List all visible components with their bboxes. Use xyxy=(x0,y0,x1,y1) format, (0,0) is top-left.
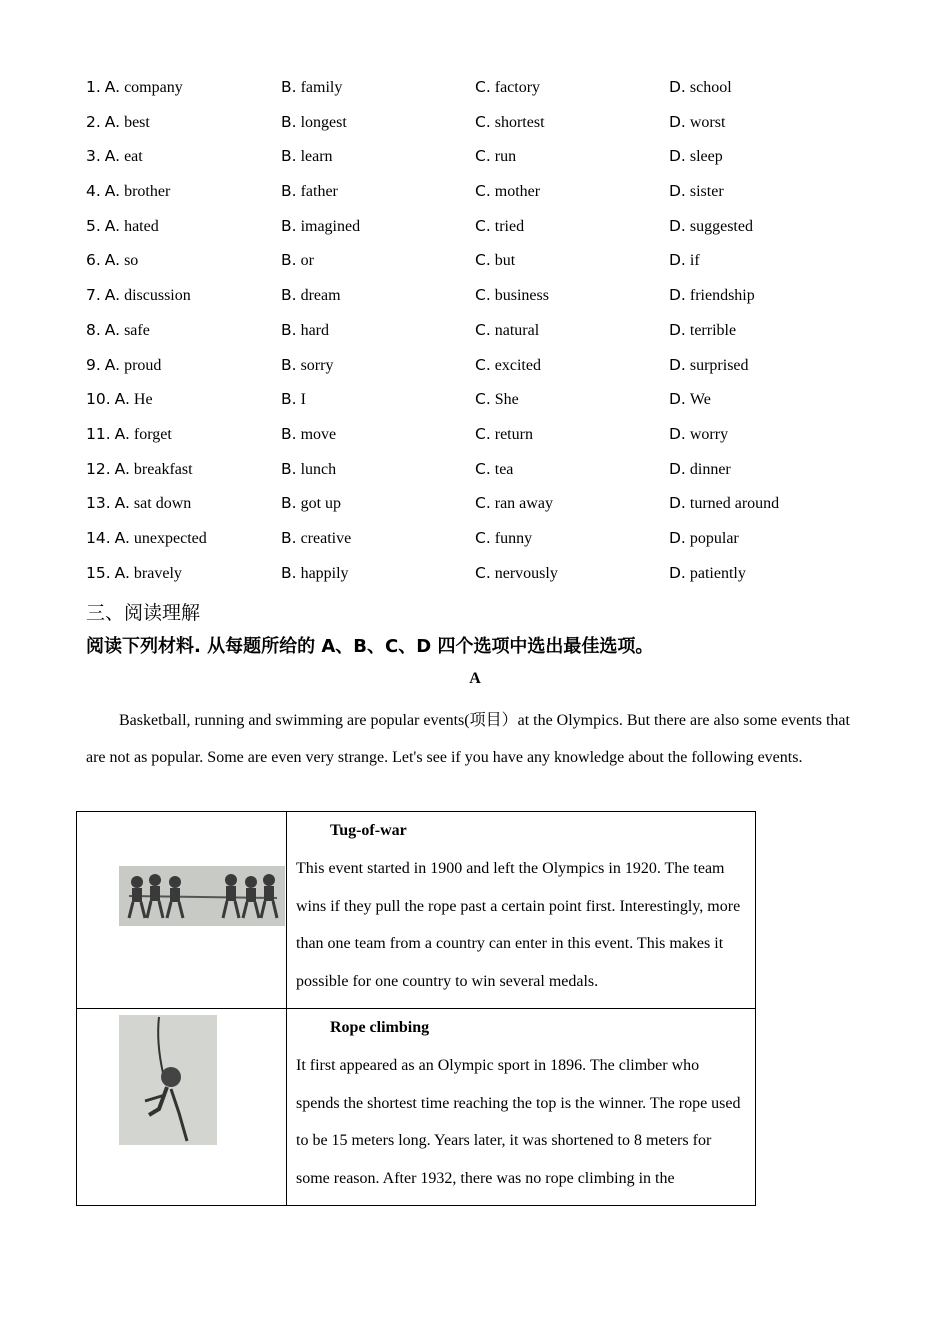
option-text: turned around xyxy=(689,495,780,513)
option-c xyxy=(475,356,541,375)
event-description: It first appeared as an Olympic sport in 1896. The climber who spends the shortest time reaching the top is the winner. The rope used to be 15 meters long. Years later, it was shortened to 8 meters for some reason. After 1932, there was no rope climbing in the xyxy=(296,1057,741,1187)
events-table xyxy=(76,811,756,1206)
option-text: She xyxy=(494,391,519,409)
option-letter: D. xyxy=(669,494,686,513)
option-text: forget xyxy=(133,425,172,443)
option-text: move xyxy=(300,425,337,443)
question-number: 14. xyxy=(86,528,111,547)
question-number: 12. xyxy=(86,459,111,478)
option-d xyxy=(669,390,711,409)
option-letter: A. xyxy=(114,390,130,409)
option-letter: B. xyxy=(281,390,297,409)
option-text: so xyxy=(124,252,139,270)
event-row-rope-climbing xyxy=(77,1009,756,1206)
question-row xyxy=(86,321,886,356)
option-c xyxy=(475,251,515,270)
option-letter: C. xyxy=(475,112,491,131)
option-b xyxy=(281,390,306,409)
option-a xyxy=(86,78,183,97)
option-letter: D. xyxy=(669,78,686,96)
option-b xyxy=(281,251,314,270)
option-letter: A. xyxy=(114,494,130,513)
question-row xyxy=(86,494,886,529)
event-image-cell xyxy=(77,1009,287,1206)
passage-intro: Basketball, running and swimming are popular events(项目）at the Olympics. But there are also some events that are not as popular. Some are even very strange. Let's see if you have any knowledge about the following events. xyxy=(86,712,850,766)
answer-options-list xyxy=(86,78,886,598)
option-letter: C. xyxy=(475,563,491,582)
option-d xyxy=(669,494,779,513)
option-letter: C. xyxy=(475,424,491,443)
option-a xyxy=(86,425,172,444)
question-row xyxy=(86,251,886,286)
option-letter: C. xyxy=(475,355,491,374)
question-number: 6. xyxy=(86,251,101,270)
option-text: I xyxy=(300,391,306,409)
question-number: 3. xyxy=(86,147,101,166)
option-letter: C. xyxy=(475,182,491,201)
option-text: longest xyxy=(300,113,347,131)
option-letter: B. xyxy=(281,424,297,443)
option-b xyxy=(281,425,336,444)
option-letter: B. xyxy=(281,182,297,201)
question-number: 5. xyxy=(86,216,101,235)
option-letter: D. xyxy=(669,390,686,409)
option-a xyxy=(86,251,138,270)
option-d xyxy=(669,425,728,444)
option-text: unexpected xyxy=(133,529,207,547)
option-c xyxy=(475,321,539,340)
option-text: sorry xyxy=(300,356,334,374)
option-text: father xyxy=(300,183,338,201)
event-text-cell xyxy=(287,1009,756,1206)
option-d xyxy=(669,78,732,97)
option-letter: D. xyxy=(669,424,686,443)
question-row xyxy=(86,286,886,321)
option-letter: B. xyxy=(281,112,297,131)
option-b xyxy=(281,494,341,513)
option-d xyxy=(669,529,739,548)
option-letter: A. xyxy=(104,216,121,235)
option-text: excited xyxy=(494,356,541,374)
option-b xyxy=(281,78,342,97)
option-text: terrible xyxy=(689,321,737,339)
option-letter: C. xyxy=(475,528,491,547)
option-d xyxy=(669,147,723,166)
option-text: family xyxy=(300,79,343,96)
option-a xyxy=(86,460,193,479)
option-b xyxy=(281,529,351,548)
option-text: popular xyxy=(689,529,739,547)
question-number: 1. xyxy=(86,78,101,96)
event-description: This event started in 1900 and left the Olympics in 1920. The team wins if they pull the rope past a certain point first. Interestingly, more than one team from a country can enter in this event. This makes it possible for one country to win several medals. xyxy=(296,860,741,990)
option-text: natural xyxy=(494,321,540,339)
option-letter: C. xyxy=(475,459,491,478)
option-b xyxy=(281,182,338,201)
option-text: or xyxy=(300,252,314,270)
option-text: dinner xyxy=(689,460,731,478)
question-row xyxy=(86,425,886,460)
option-text: dream xyxy=(300,287,341,305)
option-b xyxy=(281,286,341,305)
option-letter: D. xyxy=(669,147,686,166)
option-letter: A. xyxy=(104,251,121,270)
option-text: tea xyxy=(494,460,514,478)
option-letter: A. xyxy=(114,459,130,478)
tug-of-war-illustration xyxy=(119,866,285,926)
option-letter: C. xyxy=(475,320,491,339)
option-text: We xyxy=(689,391,711,409)
option-b xyxy=(281,321,329,340)
section-instruction: 阅读下列材料. 从每题所给的 A、B、C、D 四个选项中选出最佳选项。 xyxy=(86,636,654,657)
option-letter: C. xyxy=(475,147,491,166)
option-text: worst xyxy=(689,113,726,131)
option-letter: A. xyxy=(104,147,121,166)
event-row-tug-of-war xyxy=(77,812,756,1009)
option-text: if xyxy=(689,252,700,270)
option-text: patiently xyxy=(689,564,746,582)
option-letter: B. xyxy=(281,563,297,582)
option-b xyxy=(281,147,333,166)
option-b xyxy=(281,564,349,583)
option-c xyxy=(475,182,540,201)
option-d xyxy=(669,460,731,479)
event-title: Rope climbing xyxy=(330,1019,430,1036)
option-letter: D. xyxy=(669,320,686,339)
option-text: worry xyxy=(689,425,729,443)
event-image-cell xyxy=(77,812,287,1009)
option-letter: B. xyxy=(281,78,297,96)
option-text: learn xyxy=(300,148,333,166)
question-row xyxy=(86,356,886,391)
question-number: 15. xyxy=(86,563,111,582)
passage-letter: A xyxy=(469,670,481,687)
option-text: hated xyxy=(124,217,159,235)
option-d xyxy=(669,356,749,375)
option-letter: D. xyxy=(669,459,686,478)
option-letter: D. xyxy=(669,286,686,305)
option-letter: B. xyxy=(281,528,297,547)
option-text: nervously xyxy=(494,564,558,582)
event-title: Tug-of-war xyxy=(330,822,407,839)
option-c xyxy=(475,217,524,236)
option-c xyxy=(475,390,519,409)
question-number: 11. xyxy=(86,424,111,443)
question-row xyxy=(86,113,886,148)
option-letter: B. xyxy=(281,251,297,270)
option-a xyxy=(86,356,161,375)
option-b xyxy=(281,217,360,236)
option-text: ran away xyxy=(494,495,553,513)
rope-climbing-illustration xyxy=(119,1015,217,1145)
option-letter: A. xyxy=(104,182,121,201)
question-number: 10. xyxy=(86,390,111,409)
question-row xyxy=(86,564,886,599)
option-d xyxy=(669,217,753,236)
event-text-cell xyxy=(287,812,756,1009)
option-d xyxy=(669,182,724,201)
option-text: but xyxy=(494,252,516,270)
question-row xyxy=(86,182,886,217)
option-letter: D. xyxy=(669,182,686,201)
option-letter: C. xyxy=(475,251,491,270)
option-text: lunch xyxy=(300,460,337,478)
option-c xyxy=(475,460,513,479)
option-letter: D. xyxy=(669,251,686,270)
question-number: 4. xyxy=(86,182,101,201)
option-letter: B. xyxy=(281,459,297,478)
option-a xyxy=(86,182,170,201)
option-letter: A. xyxy=(114,424,130,443)
option-b xyxy=(281,356,333,375)
option-letter: A. xyxy=(104,78,121,96)
option-letter: A. xyxy=(114,563,130,582)
option-c xyxy=(475,113,545,132)
option-d xyxy=(669,251,700,270)
option-letter: C. xyxy=(475,390,491,409)
option-a xyxy=(86,529,207,548)
option-c xyxy=(475,564,558,583)
option-text: discussion xyxy=(124,287,191,305)
option-letter: D. xyxy=(669,216,686,235)
option-a xyxy=(86,390,153,409)
option-letter: B. xyxy=(281,216,297,235)
option-text: happily xyxy=(300,564,349,582)
option-a xyxy=(86,564,182,583)
option-text: breakfast xyxy=(133,460,193,478)
question-row xyxy=(86,78,886,113)
option-letter: B. xyxy=(281,320,297,339)
option-letter: A. xyxy=(104,286,121,305)
option-text: company xyxy=(124,79,183,96)
option-a xyxy=(86,147,143,166)
option-letter: B. xyxy=(281,286,297,305)
option-text: tried xyxy=(494,217,525,235)
question-row xyxy=(86,217,886,252)
question-number: 2. xyxy=(86,112,101,131)
option-letter: D. xyxy=(669,112,686,131)
option-a xyxy=(86,494,191,513)
question-row xyxy=(86,390,886,425)
option-letter: C. xyxy=(475,78,491,96)
option-text: He xyxy=(133,391,153,409)
option-letter: A. xyxy=(104,112,121,131)
section-title: 三、阅读理解 xyxy=(86,602,201,624)
option-text: got up xyxy=(300,495,342,513)
question-row xyxy=(86,147,886,182)
option-letter: C. xyxy=(475,216,491,235)
option-c xyxy=(475,147,516,166)
option-letter: A. xyxy=(104,355,121,374)
option-letter: D. xyxy=(669,528,686,547)
question-row xyxy=(86,460,886,495)
option-text: funny xyxy=(494,529,533,547)
option-text: mother xyxy=(494,183,541,201)
option-letter: D. xyxy=(669,563,686,582)
option-c xyxy=(475,78,540,97)
question-number: 13. xyxy=(86,494,111,513)
option-text: run xyxy=(494,148,517,166)
option-letter: C. xyxy=(475,494,491,513)
option-text: school xyxy=(689,79,732,96)
option-text: factory xyxy=(494,79,541,96)
option-d xyxy=(669,564,746,583)
option-text: business xyxy=(494,287,549,305)
question-row xyxy=(86,529,886,564)
option-letter: B. xyxy=(281,147,297,166)
option-d xyxy=(669,113,725,132)
option-letter: B. xyxy=(281,355,297,374)
option-text: proud xyxy=(124,356,162,374)
option-text: hard xyxy=(300,321,329,339)
option-text: creative xyxy=(300,529,352,547)
option-c xyxy=(475,286,549,305)
option-text: bravely xyxy=(133,564,182,582)
option-letter: A. xyxy=(114,528,130,547)
option-text: brother xyxy=(124,183,171,201)
option-text: safe xyxy=(124,321,150,339)
option-text: imagined xyxy=(300,217,361,235)
option-letter: C. xyxy=(475,286,491,305)
option-a xyxy=(86,217,159,236)
option-a xyxy=(86,113,150,132)
option-text: eat xyxy=(124,148,143,166)
option-text: shortest xyxy=(494,113,545,131)
question-number: 8. xyxy=(86,320,101,339)
option-c xyxy=(475,425,533,444)
option-text: return xyxy=(494,425,533,443)
option-c xyxy=(475,529,532,548)
option-d xyxy=(669,286,755,305)
option-text: sat down xyxy=(133,495,192,513)
option-d xyxy=(669,321,736,340)
option-a xyxy=(86,321,150,340)
option-a xyxy=(86,286,191,305)
option-text: suggested xyxy=(689,217,753,235)
option-c xyxy=(475,494,553,513)
option-text: sleep xyxy=(689,148,723,166)
option-text: friendship xyxy=(689,287,755,305)
question-number: 9. xyxy=(86,355,101,374)
question-number: 7. xyxy=(86,286,101,305)
option-letter: D. xyxy=(669,355,686,374)
option-letter: A. xyxy=(104,320,121,339)
option-b xyxy=(281,113,347,132)
option-text: best xyxy=(124,113,150,131)
option-b xyxy=(281,460,336,479)
option-letter: B. xyxy=(281,494,297,513)
option-text: surprised xyxy=(689,356,749,374)
option-text: sister xyxy=(689,183,724,201)
